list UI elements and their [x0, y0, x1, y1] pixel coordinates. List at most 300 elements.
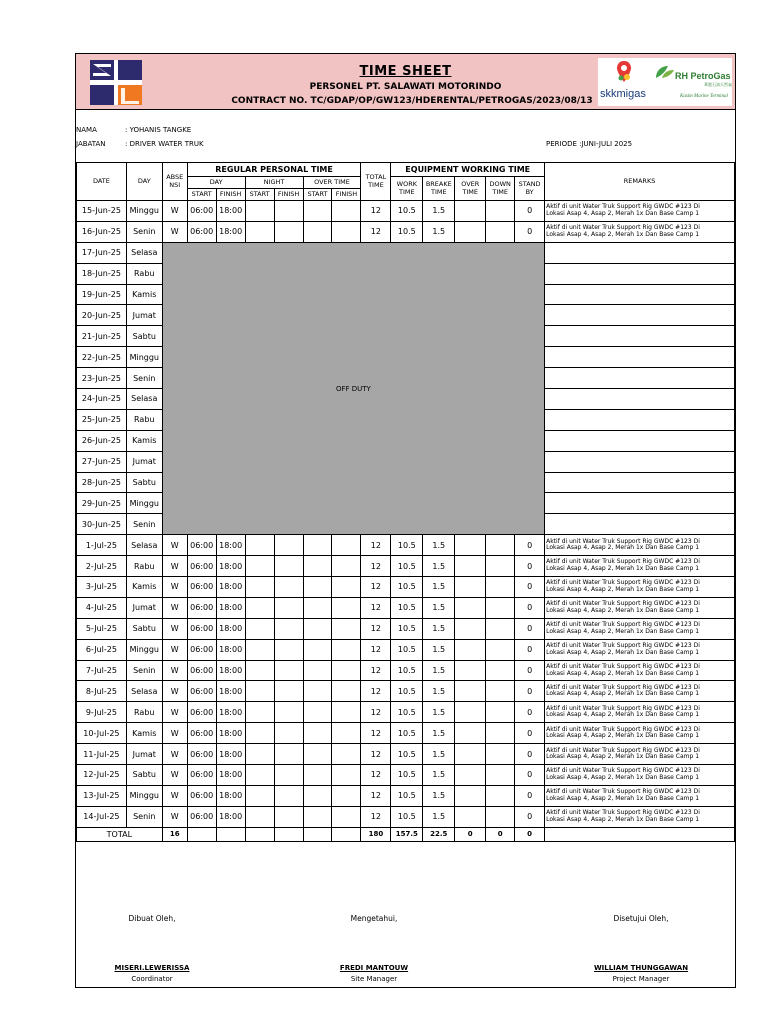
- row-empty-cell: [303, 765, 332, 786]
- row-stand-by: 0: [515, 660, 545, 681]
- row-day: Minggu: [126, 493, 162, 514]
- row-over-time: [455, 744, 486, 765]
- row-day-finish: 18:00: [216, 639, 245, 660]
- row-day: Senin: [126, 221, 162, 242]
- row-empty-cell: [245, 681, 274, 702]
- row-date: 19-Jun-25: [77, 284, 127, 305]
- row-empty-cell: [274, 702, 303, 723]
- totals-remarks: [545, 827, 735, 841]
- row-day-start: 06:00: [187, 744, 216, 765]
- row-absensi: W: [162, 556, 187, 577]
- row-day: Rabu: [126, 556, 162, 577]
- row-date: 3-Jul-25: [77, 577, 127, 598]
- row-down-time: [486, 765, 515, 786]
- row-work-time: 10.5: [391, 535, 423, 556]
- row-work-time: 10.5: [391, 221, 423, 242]
- remark-line-1: Aktif di unit Water Truk Support Rig GWDC #123 Di: [546, 537, 700, 545]
- jabatan-value: : DRIVER WATER TRUK: [125, 140, 204, 148]
- location-pin-icon: [616, 60, 632, 84]
- row-empty-cell: [332, 681, 361, 702]
- table-row: [77, 660, 735, 681]
- row-stand-by: 0: [515, 723, 545, 744]
- approved-by-label: Disetujui Oleh,: [613, 914, 669, 923]
- row-day: Rabu: [126, 409, 162, 430]
- row-date: 20-Jun-25: [77, 305, 127, 326]
- row-day: Jumat: [126, 597, 162, 618]
- row-work-time: 10.5: [391, 765, 423, 786]
- row-absensi: W: [162, 681, 187, 702]
- row-empty-cell: [274, 785, 303, 806]
- row-day: Selasa: [126, 389, 162, 410]
- row-work-time: 10.5: [391, 723, 423, 744]
- col-day-finish: FINISH: [216, 189, 245, 201]
- row-total-time: 12: [361, 618, 391, 639]
- col-work-time: WORK TIME: [391, 177, 423, 201]
- row-stand-by: 0: [515, 785, 545, 806]
- table-row: [77, 221, 735, 242]
- row-total-time: 12: [361, 765, 391, 786]
- document-title: TIME SHEET: [359, 64, 452, 79]
- row-day-finish: 18:00: [216, 681, 245, 702]
- row-work-time: 10.5: [391, 618, 423, 639]
- row-empty-cell: [274, 660, 303, 681]
- row-day-finish: 18:00: [216, 597, 245, 618]
- row-date: 22-Jun-25: [77, 347, 127, 368]
- timesheet-document: [75, 53, 736, 988]
- row-break-time: 1.5: [423, 744, 455, 765]
- row-break-time: 1.5: [423, 639, 455, 660]
- row-remarks: [545, 305, 735, 326]
- row-remarks: [545, 744, 735, 765]
- row-date: 23-Jun-25: [77, 368, 127, 389]
- totals-label: TOTAL: [77, 827, 163, 841]
- remark-line-2: Lokasi Asap 4, Asap 2, Merah 1x Dan Base Camp 1: [546, 794, 700, 802]
- made-by-label: Dibuat Oleh,: [128, 914, 176, 923]
- table-row: [77, 618, 735, 639]
- row-break-time: 1.5: [423, 221, 455, 242]
- row-day: Selasa: [126, 681, 162, 702]
- petrogas-logo-text: RH PetroGas: [675, 71, 731, 81]
- row-absensi: W: [162, 806, 187, 827]
- row-day: Minggu: [126, 347, 162, 368]
- totals-row: [77, 827, 735, 841]
- row-day-finish: 18:00: [216, 577, 245, 598]
- col-day-group: DAY: [187, 177, 245, 189]
- row-remarks: [545, 785, 735, 806]
- jabatan-label: JABATAN: [76, 140, 106, 148]
- row-stand-by: 0: [515, 221, 545, 242]
- row-empty-cell: [332, 723, 361, 744]
- row-date: 29-Jun-25: [77, 493, 127, 514]
- col-night-start: START: [245, 189, 274, 201]
- row-over-time: [455, 806, 486, 827]
- row-break-time: 1.5: [423, 723, 455, 744]
- col-remarks: REMARKS: [545, 163, 735, 201]
- row-total-time: 12: [361, 639, 391, 660]
- row-day: Kamis: [126, 284, 162, 305]
- row-empty-cell: [274, 618, 303, 639]
- row-day-start: 06:00: [187, 702, 216, 723]
- row-down-time: [486, 681, 515, 702]
- table-row: [77, 681, 735, 702]
- row-total-time: 12: [361, 201, 391, 222]
- row-work-time: 10.5: [391, 639, 423, 660]
- row-total-time: 12: [361, 221, 391, 242]
- col-ot-finish: FINISH: [332, 189, 361, 201]
- row-over-time: [455, 201, 486, 222]
- row-date: 24-Jun-25: [77, 389, 127, 410]
- row-empty-cell: [332, 702, 361, 723]
- remark-line-1: Aktif di unit Water Truk Support Rig GWDC #123 Di: [546, 224, 700, 232]
- row-day: Senin: [126, 806, 162, 827]
- row-date: 12-Jul-25: [77, 765, 127, 786]
- row-empty-cell: [245, 639, 274, 660]
- row-stand-by: 0: [515, 639, 545, 660]
- row-day-start: 06:00: [187, 201, 216, 222]
- row-work-time: 10.5: [391, 577, 423, 598]
- row-empty-cell: [274, 535, 303, 556]
- row-date: 16-Jun-25: [77, 221, 127, 242]
- row-empty-cell: [303, 535, 332, 556]
- row-remarks: [545, 493, 735, 514]
- col-absensi: ABSE NSI: [162, 163, 187, 201]
- approved-by-name: WILLIAM THUNGGAWAN: [593, 964, 689, 972]
- row-date: 8-Jul-25: [77, 681, 127, 702]
- row-absensi: W: [162, 535, 187, 556]
- row-empty-cell: [332, 556, 361, 577]
- table-row: [77, 765, 735, 786]
- row-over-time: [455, 785, 486, 806]
- row-absensi: W: [162, 577, 187, 598]
- row-day: Senin: [126, 660, 162, 681]
- row-date: 21-Jun-25: [77, 326, 127, 347]
- col-regular-time: REGULAR PERSONAL TIME: [187, 163, 361, 177]
- row-empty-cell: [274, 556, 303, 577]
- row-empty-cell: [245, 618, 274, 639]
- off-duty-block: OFF DUTY: [162, 242, 544, 534]
- remark-line-1: Aktif di unit Water Truk Support Rig GWDC #123 Di: [546, 704, 700, 712]
- row-day: Senin: [126, 514, 162, 535]
- made-by-name: MISERI.LEWERISSA: [114, 964, 190, 972]
- row-empty-cell: [303, 806, 332, 827]
- row-empty-cell: [245, 744, 274, 765]
- remark-line-1: Aktif di unit Water Truk Support Rig GWDC #123 Di: [546, 788, 700, 796]
- remark-line-2: Lokasi Asap 4, Asap 2, Merah 1x Dan Base Camp 1: [546, 711, 700, 719]
- row-remarks: [545, 597, 735, 618]
- remark-line-2: Lokasi Asap 4, Asap 2, Merah 1x Dan Base Camp 1: [546, 732, 700, 740]
- row-remarks: [545, 702, 735, 723]
- row-absensi: W: [162, 765, 187, 786]
- table-row: [77, 639, 735, 660]
- row-remarks: [545, 284, 735, 305]
- col-stand-by: STAND BY: [515, 177, 545, 201]
- nama-label: NAMA: [76, 126, 97, 134]
- row-stand-by: 0: [515, 806, 545, 827]
- row-stand-by: 0: [515, 765, 545, 786]
- row-work-time: 10.5: [391, 744, 423, 765]
- petrogas-subtitle: 華港石油天然氣: [704, 82, 732, 87]
- row-stand-by: 0: [515, 597, 545, 618]
- row-total-time: 12: [361, 785, 391, 806]
- known-by-name: FREDI MANTOUW: [339, 964, 409, 972]
- remark-line-2: Lokasi Asap 4, Asap 2, Merah 1x Dan Base Camp 1: [546, 544, 700, 552]
- row-date: 30-Jun-25: [77, 514, 127, 535]
- row-day: Kamis: [126, 577, 162, 598]
- row-date: 14-Jul-25: [77, 806, 127, 827]
- row-date: 5-Jul-25: [77, 618, 127, 639]
- col-night-group: NIGHT: [245, 177, 303, 189]
- row-day-start: 06:00: [187, 618, 216, 639]
- row-empty-cell: [303, 639, 332, 660]
- row-absensi: W: [162, 744, 187, 765]
- row-empty-cell: [303, 702, 332, 723]
- row-day-finish: 18:00: [216, 660, 245, 681]
- row-empty-cell: [274, 723, 303, 744]
- row-day-start: 06:00: [187, 639, 216, 660]
- row-day: Kamis: [126, 430, 162, 451]
- col-night-finish: FINISH: [274, 189, 303, 201]
- row-day-finish: 18:00: [216, 806, 245, 827]
- row-day-finish: 18:00: [216, 535, 245, 556]
- row-over-time: [455, 535, 486, 556]
- row-remarks: [545, 368, 735, 389]
- nama-value: : YOHANIS TANGKE: [125, 126, 192, 134]
- row-empty-cell: [274, 577, 303, 598]
- row-stand-by: 0: [515, 201, 545, 222]
- row-absensi: W: [162, 639, 187, 660]
- row-stand-by: 0: [515, 681, 545, 702]
- row-total-time: 12: [361, 577, 391, 598]
- row-remarks: [545, 618, 735, 639]
- row-total-time: 12: [361, 702, 391, 723]
- row-empty-cell: [332, 639, 361, 660]
- row-down-time: [486, 618, 515, 639]
- remark-line-1: Aktif di unit Water Truk Support Rig GWDC #123 Di: [546, 725, 700, 733]
- row-absensi: W: [162, 221, 187, 242]
- row-day-start: 06:00: [187, 577, 216, 598]
- periode: PERIODE :JUNI-JULI 2025: [546, 140, 633, 148]
- known-by-role: Site Manager: [350, 975, 398, 983]
- remark-line-1: Aktif di unit Water Truk Support Rig GWDC #123 Di: [546, 642, 700, 650]
- row-empty-cell: [274, 221, 303, 242]
- row-date: 10-Jul-25: [77, 723, 127, 744]
- row-empty-cell: [303, 744, 332, 765]
- row-break-time: 1.5: [423, 785, 455, 806]
- row-over-time: [455, 577, 486, 598]
- remark-line-1: Aktif di unit Water Truk Support Rig GWDC #123 Di: [546, 579, 700, 587]
- row-date: 17-Jun-25: [77, 242, 127, 263]
- totals-empty-cell: [245, 827, 274, 841]
- row-empty-cell: [332, 806, 361, 827]
- totals-total-time: 180: [361, 827, 391, 841]
- document-header: [76, 54, 735, 110]
- row-total-time: 12: [361, 556, 391, 577]
- row-day-finish: 18:00: [216, 765, 245, 786]
- row-absensi: W: [162, 597, 187, 618]
- row-empty-cell: [245, 785, 274, 806]
- row-day-start: 06:00: [187, 806, 216, 827]
- row-over-time: [455, 556, 486, 577]
- row-break-time: 1.5: [423, 618, 455, 639]
- row-day: Minggu: [126, 201, 162, 222]
- remark-line-1: Aktif di unit Water Truk Support Rig GWDC #123 Di: [546, 621, 700, 629]
- row-break-time: 1.5: [423, 681, 455, 702]
- row-day-start: 06:00: [187, 765, 216, 786]
- row-day-finish: 18:00: [216, 221, 245, 242]
- table-row: [77, 597, 735, 618]
- row-over-time: [455, 618, 486, 639]
- row-empty-cell: [245, 556, 274, 577]
- col-date: DATE: [77, 163, 127, 201]
- row-down-time: [486, 577, 515, 598]
- row-total-time: 12: [361, 744, 391, 765]
- table-row: [77, 201, 735, 222]
- remark-line-1: Aktif di unit Water Truk Support Rig GWDC #123 Di: [546, 203, 700, 211]
- row-empty-cell: [332, 201, 361, 222]
- row-empty-cell: [332, 618, 361, 639]
- row-over-time: [455, 765, 486, 786]
- remark-line-2: Lokasi Asap 4, Asap 2, Merah 1x Dan Base Camp 1: [546, 627, 700, 635]
- col-total-time: TOTAL TIME: [361, 163, 391, 201]
- row-down-time: [486, 556, 515, 577]
- remark-line-2: Lokasi Asap 4, Asap 2, Merah 1x Dan Base Camp 1: [546, 585, 700, 593]
- row-date: 28-Jun-25: [77, 472, 127, 493]
- remark-line-1: Aktif di unit Water Truk Support Rig GWDC #123 Di: [546, 767, 700, 775]
- row-over-time: [455, 723, 486, 744]
- row-remarks: [545, 221, 735, 242]
- totals-absensi: 16: [162, 827, 187, 841]
- row-stand-by: 0: [515, 577, 545, 598]
- row-day: Kamis: [126, 723, 162, 744]
- row-empty-cell: [332, 577, 361, 598]
- col-overtime-group: OVER TIME: [303, 177, 361, 189]
- table-row: [77, 242, 735, 263]
- remark-line-2: Lokasi Asap 4, Asap 2, Merah 1x Dan Base Camp 1: [546, 565, 700, 573]
- row-day: Sabtu: [126, 472, 162, 493]
- row-day-finish: 18:00: [216, 201, 245, 222]
- row-date: 18-Jun-25: [77, 263, 127, 284]
- row-remarks: [545, 806, 735, 827]
- table-row: [77, 556, 735, 577]
- table-row: [77, 577, 735, 598]
- remark-line-1: Aktif di unit Water Truk Support Rig GWDC #123 Di: [546, 600, 700, 608]
- row-day-finish: 18:00: [216, 556, 245, 577]
- row-day: Rabu: [126, 702, 162, 723]
- remark-line-1: Aktif di unit Water Truk Support Rig GWDC #123 Di: [546, 662, 700, 670]
- row-stand-by: 0: [515, 744, 545, 765]
- remark-line-2: Lokasi Asap 4, Asap 2, Merah 1x Dan Base Camp 1: [546, 669, 700, 677]
- row-empty-cell: [303, 201, 332, 222]
- row-remarks: [545, 389, 735, 410]
- row-break-time: 1.5: [423, 660, 455, 681]
- row-work-time: 10.5: [391, 806, 423, 827]
- row-down-time: [486, 660, 515, 681]
- row-absensi: W: [162, 785, 187, 806]
- col-day: DAY: [126, 163, 162, 201]
- table-row: [77, 702, 735, 723]
- table-row: [77, 723, 735, 744]
- row-down-time: [486, 723, 515, 744]
- row-absensi: W: [162, 201, 187, 222]
- remark-line-1: Aktif di unit Water Truk Support Rig GWDC #123 Di: [546, 809, 700, 817]
- made-by-role: Coordinator: [131, 975, 173, 983]
- row-empty-cell: [274, 806, 303, 827]
- row-stand-by: 0: [515, 535, 545, 556]
- row-day: Selasa: [126, 242, 162, 263]
- row-empty-cell: [274, 765, 303, 786]
- row-absensi: W: [162, 660, 187, 681]
- row-day: Sabtu: [126, 618, 162, 639]
- row-day-start: 06:00: [187, 221, 216, 242]
- row-remarks: [545, 660, 735, 681]
- row-remarks: [545, 326, 735, 347]
- remark-line-2: Lokasi Asap 4, Asap 2, Merah 1x Dan Base Camp 1: [546, 690, 700, 698]
- row-day-start: 06:00: [187, 785, 216, 806]
- row-empty-cell: [245, 765, 274, 786]
- row-empty-cell: [274, 639, 303, 660]
- remark-line-2: Lokasi Asap 4, Asap 2, Merah 1x Dan Base Camp 1: [546, 815, 700, 823]
- row-over-time: [455, 639, 486, 660]
- row-day: Senin: [126, 368, 162, 389]
- totals-empty-cell: [303, 827, 332, 841]
- approved-by-role: Project Manager: [612, 975, 670, 983]
- row-empty-cell: [303, 597, 332, 618]
- col-down-time: DOWN TIME: [486, 177, 515, 201]
- row-break-time: 1.5: [423, 201, 455, 222]
- row-total-time: 12: [361, 660, 391, 681]
- row-empty-cell: [245, 221, 274, 242]
- row-empty-cell: [303, 660, 332, 681]
- row-total-time: 12: [361, 806, 391, 827]
- col-ot-start: START: [303, 189, 332, 201]
- row-day: Rabu: [126, 263, 162, 284]
- row-empty-cell: [245, 201, 274, 222]
- row-date: 6-Jul-25: [77, 639, 127, 660]
- totals-empty-cell: [216, 827, 245, 841]
- row-total-time: 12: [361, 535, 391, 556]
- row-empty-cell: [274, 201, 303, 222]
- row-date: 27-Jun-25: [77, 451, 127, 472]
- row-empty-cell: [245, 723, 274, 744]
- row-day-start: 06:00: [187, 660, 216, 681]
- row-remarks: [545, 514, 735, 535]
- row-remarks: [545, 535, 735, 556]
- row-date: 2-Jul-25: [77, 556, 127, 577]
- row-empty-cell: [245, 660, 274, 681]
- totals-empty-cell: [332, 827, 361, 841]
- row-work-time: 10.5: [391, 660, 423, 681]
- row-remarks: [545, 639, 735, 660]
- row-remarks: [545, 765, 735, 786]
- remark-line-1: Aktif di unit Water Truk Support Rig GWDC #123 Di: [546, 683, 700, 691]
- row-day: Minggu: [126, 639, 162, 660]
- row-total-time: 12: [361, 681, 391, 702]
- col-over-time: OVER TIME: [455, 177, 486, 201]
- row-day-finish: 18:00: [216, 618, 245, 639]
- row-empty-cell: [274, 597, 303, 618]
- row-day-start: 06:00: [187, 535, 216, 556]
- row-date: 11-Jul-25: [77, 744, 127, 765]
- row-over-time: [455, 597, 486, 618]
- row-empty-cell: [332, 535, 361, 556]
- row-remarks: [545, 556, 735, 577]
- row-day-start: 06:00: [187, 723, 216, 744]
- row-empty-cell: [303, 785, 332, 806]
- row-work-time: 10.5: [391, 681, 423, 702]
- row-over-time: [455, 702, 486, 723]
- row-break-time: 1.5: [423, 535, 455, 556]
- row-empty-cell: [274, 744, 303, 765]
